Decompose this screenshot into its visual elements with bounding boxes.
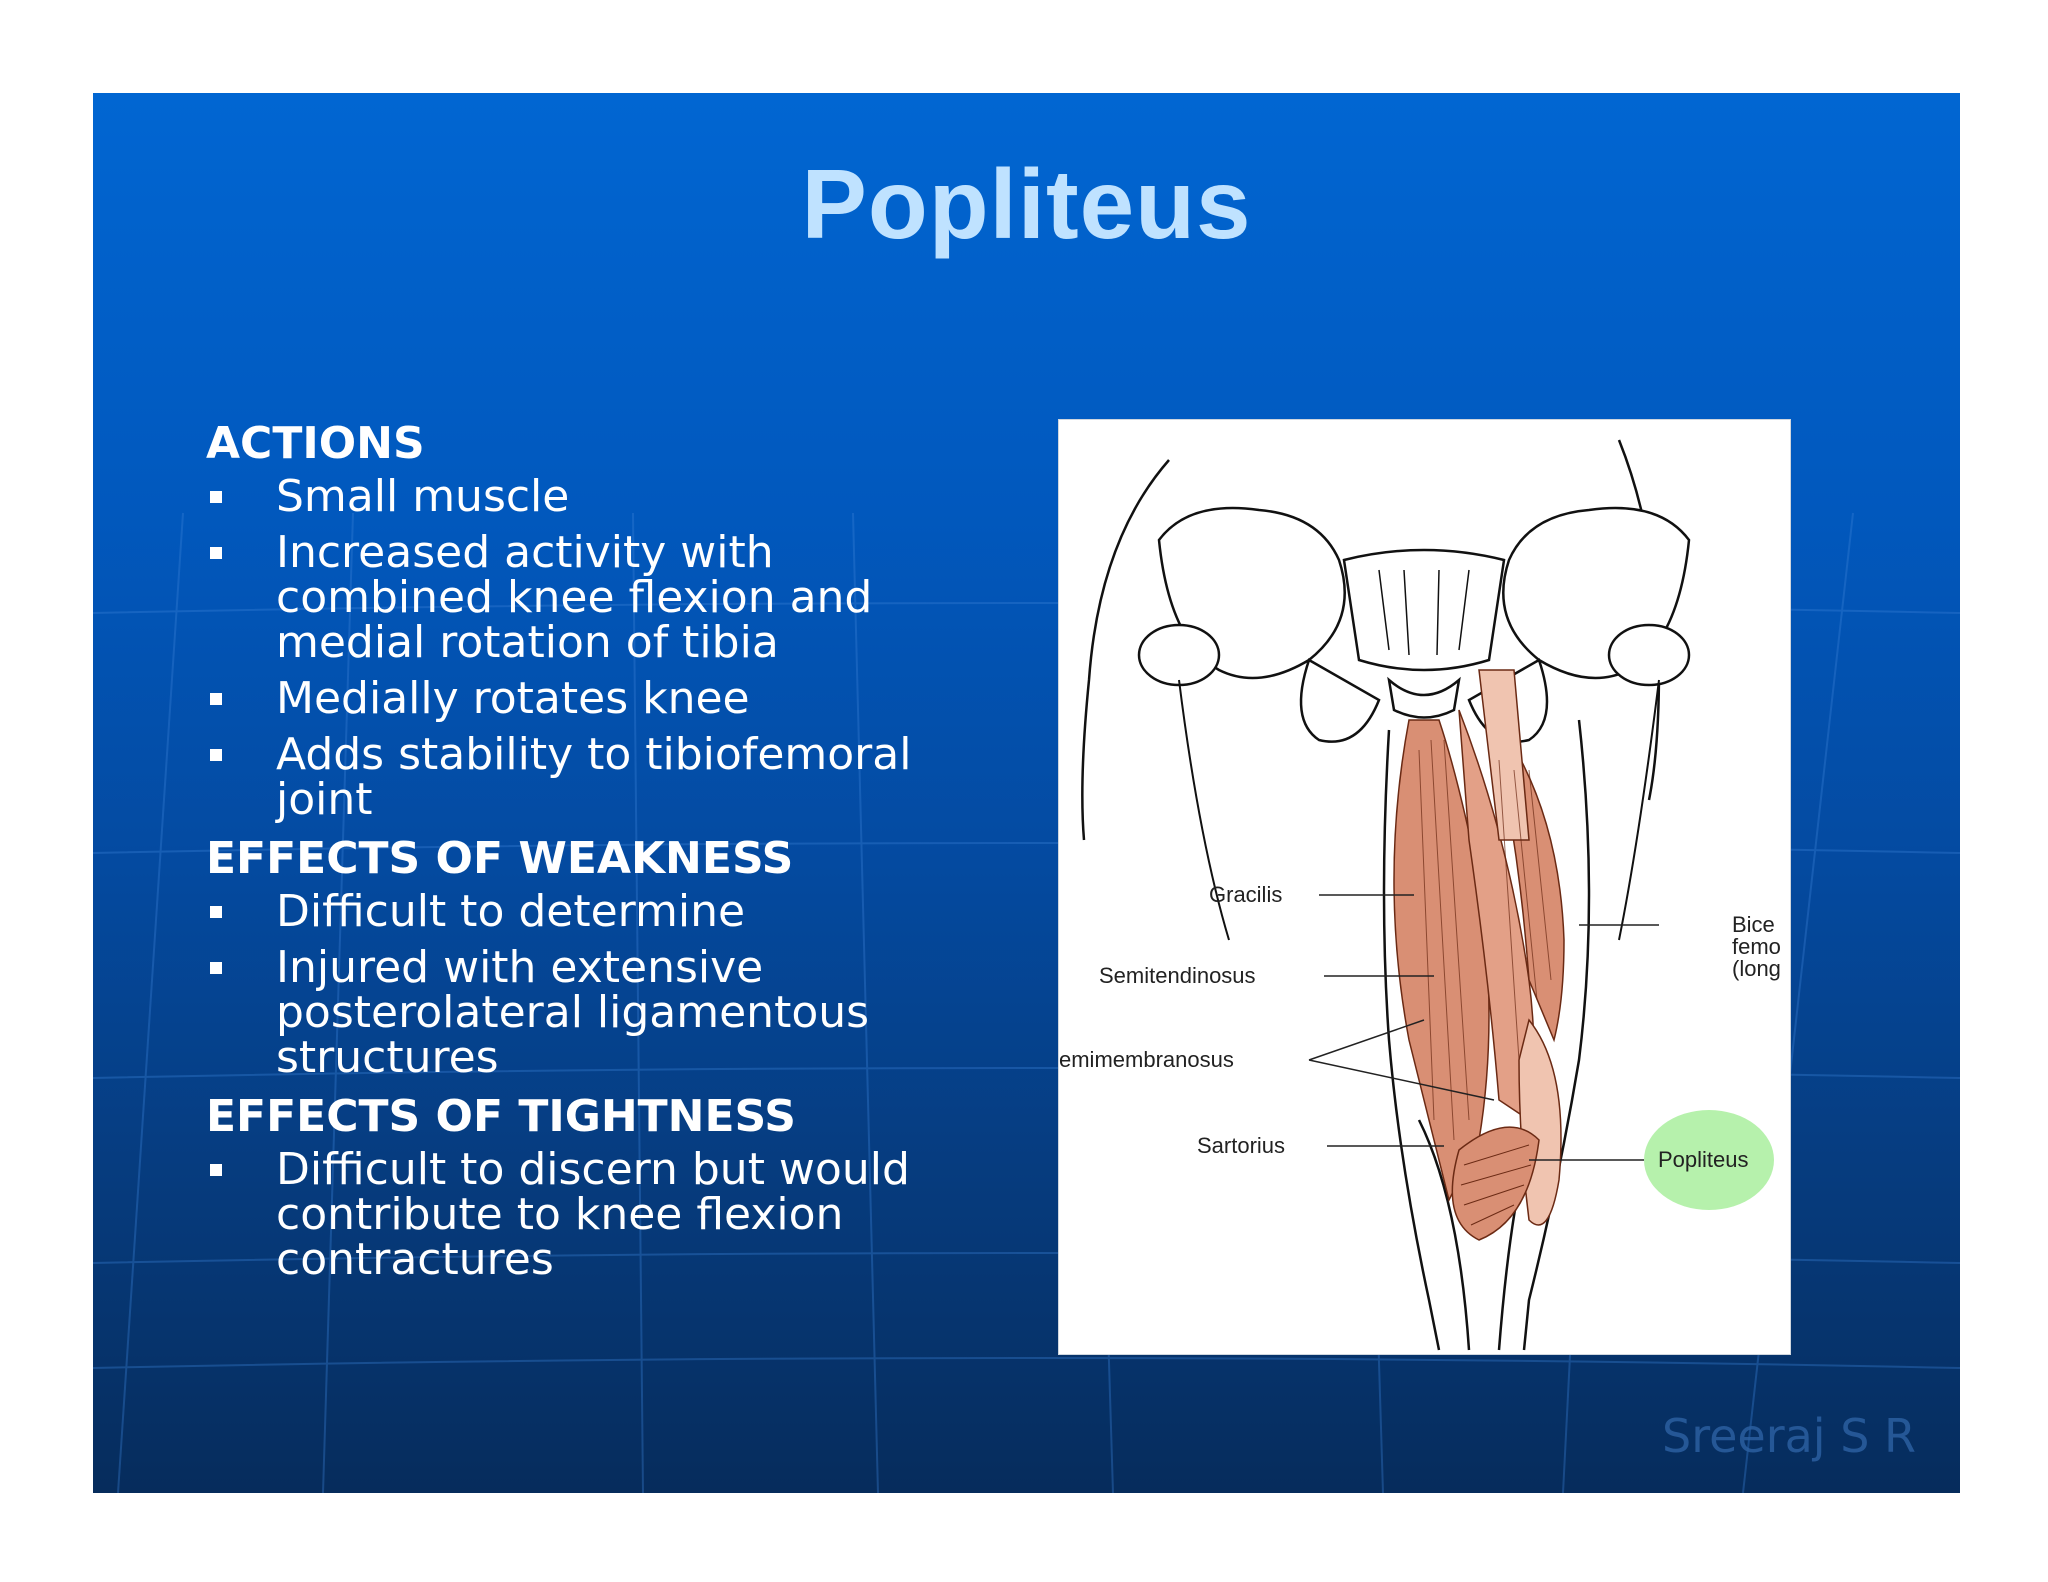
slide — [93, 93, 1960, 1493]
bullet-icon — [210, 1164, 222, 1176]
section-heading-actions: ACTIONS — [206, 418, 425, 469]
label-semitendinosus: Semitendinosus — [1099, 963, 1256, 988]
list-item: Difficult to discern but would contribute to knee flexion contractures — [206, 1147, 1066, 1282]
pelvis-bone — [1139, 508, 1689, 742]
list-item: Small muscle — [206, 474, 1066, 519]
bullet-icon — [210, 491, 222, 503]
list-item: Adds stability to tibiofemoral joint — [206, 732, 1066, 822]
section-heading-tightness: EFFECTS OF TIGHTNESS — [206, 1091, 796, 1142]
list-item: Difficult to determine — [206, 889, 1066, 934]
hamstring-illustration — [1059, 420, 1790, 1354]
anatomy-figure — [1058, 419, 1791, 1355]
label-biceps-line2: femo — [1732, 934, 1781, 959]
list-item: Injured with extensive posterolateral ligamentous structures — [206, 945, 1066, 1080]
label-sartorius: Sartorius — [1197, 1133, 1286, 1158]
label-biceps-line3: (long — [1732, 956, 1781, 981]
bullet-icon — [210, 906, 222, 918]
bullet-icon — [210, 749, 222, 761]
label-gracilis: Gracilis — [1209, 882, 1283, 907]
bullet-icon — [210, 547, 222, 559]
section-heading-weakness: EFFECTS OF WEAKNESS — [206, 833, 794, 884]
list-item: Increased activity with combined knee flexion and medial rotation of tibia — [206, 530, 1066, 665]
author-watermark: Sreeraj S R — [1662, 1409, 1916, 1463]
label-semimembranosus: emimembranosus — [1059, 1047, 1234, 1072]
slide-title: Popliteus — [801, 149, 1252, 259]
content-list — [206, 418, 1066, 1293]
bullet-icon — [210, 693, 222, 705]
bullet-icon — [210, 962, 222, 974]
label-popliteus: Popliteus — [1658, 1147, 1749, 1172]
label-biceps-line1: Bice — [1732, 912, 1775, 937]
list-item: Medially rotates knee — [206, 676, 1066, 721]
